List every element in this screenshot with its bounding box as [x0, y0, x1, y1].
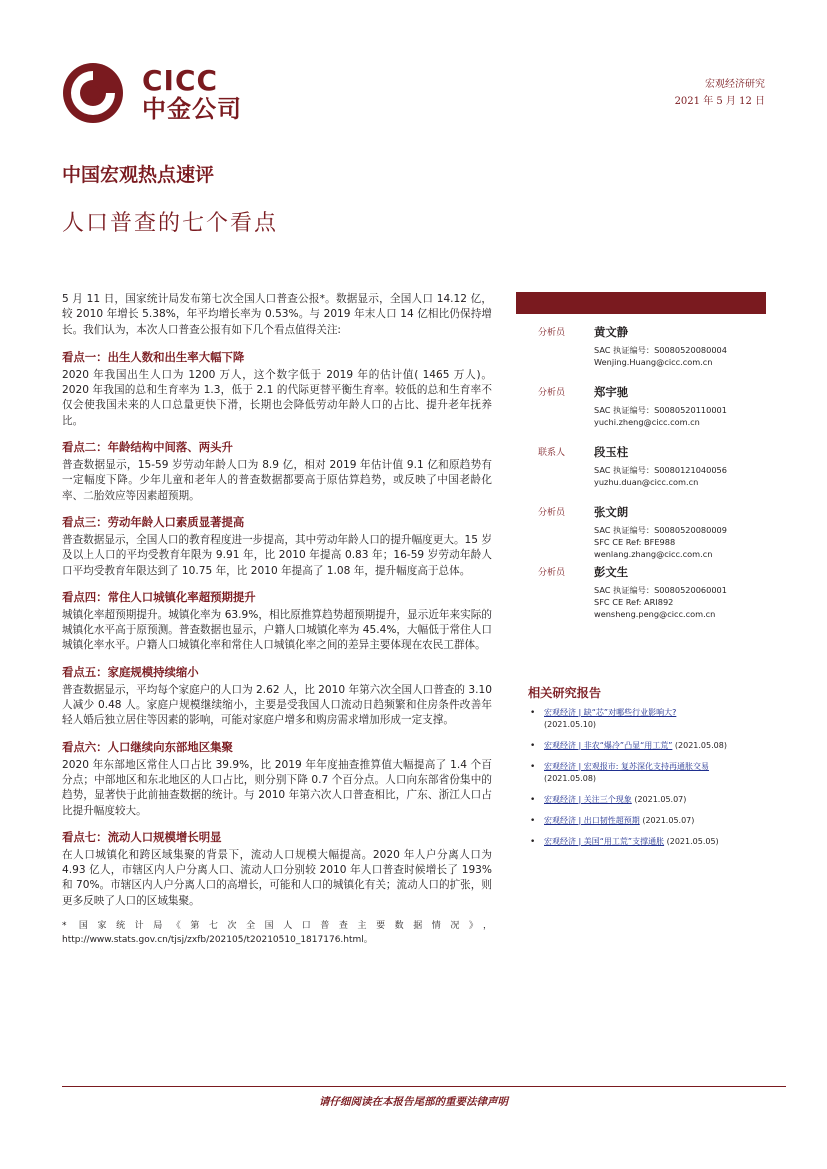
analyst-entry: [516, 494, 766, 559]
related-report-item: [528, 707, 768, 731]
page-title: 人口普查的七个看点: [62, 211, 279, 236]
bullet-icon: •: [530, 795, 536, 805]
analyst-sfc-ref: SFC CE Ref: BFE988: [594, 537, 676, 547]
related-report-date: (2021.05.10): [544, 720, 597, 729]
related-report-date: (2021.05.05): [666, 837, 719, 846]
section-7: [62, 829, 492, 909]
cicc-logo-mark: [62, 62, 124, 124]
analyst-name: 郑宇驰: [594, 385, 629, 399]
analyst-role: 分析员: [538, 328, 566, 338]
analyst-role: 分析员: [538, 568, 566, 578]
section-text: 在人口城镇化和跨区域集聚的背景下，流动人口规模大幅提高。2020 年人户分离人口为 4.93 亿人，市辖区内人户分离人口、流动人口分别较 2010 年人口普查时候增长了 193%和 70%。市辖区内人户分离人口的高增长，可能和人口的城镇化有关；流动人口的扩张，则更多反映了人口的区域集聚。: [62, 848, 492, 907]
analyst-sac-id: SAC 执证编号：S0080520060001: [594, 585, 727, 595]
report-date: 2021 年 5 月 12 日: [674, 96, 765, 107]
analyst-panel: [516, 292, 766, 619]
section-1: [62, 349, 492, 429]
analyst-sfc-ref: SFC CE Ref: ARI892: [594, 597, 674, 607]
related-report-link[interactable]: 宏观经济 | 关注三个现象: [544, 795, 632, 804]
analyst-sac-id: SAC 执证编号：S0080520080004: [594, 345, 727, 355]
bullet-icon: •: [530, 708, 536, 718]
related-report-item: [528, 740, 768, 752]
report-type: 宏观经济研究: [705, 79, 765, 90]
report-body: [62, 292, 492, 947]
footer-divider: [62, 1086, 786, 1087]
analyst-name: 黄文静: [594, 325, 629, 339]
section-5: [62, 664, 492, 729]
related-report-link[interactable]: 宏观经济 | 宏观报市: 复苏深化支持再通胀交易: [544, 762, 710, 771]
related-report-link[interactable]: 宏观经济 | 缺“芯”对哪些行业影响大?: [544, 708, 677, 717]
bullet-icon: •: [530, 816, 536, 826]
section-text: 普查数据显示，平均每个家庭户的人口为 2.62 人，比 2010 年第六次全国人口普查的 3.10 人减少 0.48 人。家庭户规模继续缩小，主要是受我国人口流动日趋频繁和住房条件改善年轻人婚后独立居住等因素的影响，可能对家庭户增多和购房需求增加形成一定支撑。: [62, 683, 492, 727]
analyst-sac-id: SAC 执证编号：S0080121040056: [594, 465, 727, 475]
related-report-item: [528, 815, 768, 827]
related-report-link[interactable]: 宏观经济 | 美国“用工荒”支撑通胀: [544, 837, 665, 846]
related-reports-list: [528, 707, 768, 848]
section-text: 普查数据显示，全国人口的教育程度进一步提高，其中劳动年龄人口的提升幅度更大。15 岁及以上人口的平均受教育年限为 9.91 年，比 2010 年提高 0.83 年；16-59 岁劳动年龄人口平均受教育年限达到了 10.75 年，比 2010 年提高了 1.08 年，提升幅度高于总体。: [62, 533, 493, 577]
logo-text-cn: 中金公司: [142, 95, 242, 123]
logo-text-en: CICC: [142, 64, 219, 97]
section-text: 普查数据显示，15-59 岁劳动年龄人口为 8.9 亿，相对 2019 年估计值 9.1 亿和原趋势有一定幅度下降。少年儿童和老年人的普查数据都要高于原估算趋势，或反映了中国老龄化率、二胎效应等因素超预期。: [62, 459, 492, 502]
report-meta: [675, 76, 765, 110]
analyst-entry: [516, 374, 766, 434]
bullet-icon: •: [530, 741, 536, 751]
related-report-link[interactable]: 宏观经济 | 出口韧性超预期: [544, 816, 640, 825]
related-report-date: (2021.05.07): [642, 816, 695, 825]
section-2: [62, 439, 492, 504]
related-report-link[interactable]: 宏观经济 | 非农“爆冷”凸显“用工荒”: [544, 741, 673, 750]
section-text: 2020 年东部地区常住人口占比 39.9%，比 2019 年年度抽查推算值大幅提高了 1.4 个百分点；中部地区和东北地区的人口占比，则分别下降 0.7 个百分点。人口向东部省份集中的趋势，显著快于此前抽查数据的统计。与 2010 年第六次人口普查相比，广东、浙江人口占比提升幅度较大。: [62, 758, 492, 817]
bullet-icon: •: [530, 762, 536, 772]
section-heading: 看点一：出生人数和出生率大幅下降: [62, 349, 245, 364]
section-6: [62, 739, 492, 819]
section-heading: 看点五：家庭规模持续缩小: [62, 664, 199, 679]
analyst-sac-id: SAC 执证编号：S0080520110001: [594, 405, 727, 415]
footnote: * 国家统计局《第七次全国人口普查主要数据情况》，http://www.stats.gov.cn/tjsj/zxfb/202105/t20210510_1817176.html。: [62, 921, 492, 946]
section-heading: 看点二：年龄结构中间落、两头升: [62, 440, 233, 455]
section-4: [62, 589, 492, 654]
series-title: 中国宏观热点速评: [62, 164, 215, 186]
section-text: 城镇化率超预期提升。城镇化率为 63.9%，相比原推算趋势超预期提升，显示近年来实际的城镇化水平高于原预测。普查数据也显示，户籍人口城镇化率为 45.4%，大幅低于常住人口城镇化率水平。户籍人口城镇化率和常住人口城镇化率之间的差异主要体现在农民工群体。: [62, 608, 492, 652]
related-report-item: [528, 761, 768, 785]
section-text: 2020 年我国出生人口为 1200 万人，这个数字低于 2019 年的估计值( 1465 万人)。2020 年我国的总和生育率为 1.3，低于 2.1 的代际更替平衡生育率。较低的总和生育率不仅会使我国未来的人口总量更快下滑，长期也会降低劳动年龄人口的占比、提升老年抚养比。: [62, 368, 492, 427]
analyst-name: 段玉柱: [594, 445, 629, 459]
analyst-name: 张文朗: [594, 505, 629, 519]
intro-paragraph: 5 月 11 日，国家统计局发布第七次全国人口普查公报*。数据显示，全国人口 14.12 亿，较 2010 年增长 5.38%，年平均增长率为 0.53%。与 2019 年末人口 14 亿相比仍保持增长。我们认为，本次人口普查公报有如下几个看点值得关注:: [62, 293, 492, 336]
analyst-role: 联系人: [538, 448, 566, 458]
section-heading: 看点四：常住人口城镇化率超预期提升: [62, 589, 256, 604]
related-report-item: [528, 794, 768, 806]
section-heading: 看点七：流动人口规模增长明显: [62, 829, 222, 844]
analyst-email[interactable]: yuchi.zheng@cicc.com.cn: [594, 417, 700, 427]
analyst-entry: [516, 434, 766, 494]
analyst-email[interactable]: yuzhu.duan@cicc.com.cn: [594, 477, 699, 487]
analyst-panel-bar: [516, 292, 766, 314]
related-report-date: (2021.05.08): [674, 741, 727, 750]
related-report-date: (2021.05.08): [544, 774, 597, 783]
analyst-entry: [516, 314, 766, 374]
analyst-email[interactable]: wensheng.peng@cicc.com.cn: [594, 609, 716, 619]
analyst-name: 彭文生: [594, 565, 629, 579]
related-reports-title: 相关研究报告: [528, 686, 602, 700]
analyst-role: 分析员: [538, 388, 566, 398]
analyst-email[interactable]: Wenjing.Huang@cicc.com.cn: [594, 357, 713, 367]
related-report-item: [528, 836, 768, 848]
cicc-logo: [62, 62, 252, 124]
analyst-entry: [516, 554, 766, 619]
section-heading: 看点三：劳动年龄人口素质显著提高: [62, 514, 245, 529]
bullet-icon: •: [530, 837, 536, 847]
related-report-date: (2021.05.07): [634, 795, 687, 804]
related-reports: [528, 684, 768, 857]
analyst-role: 分析员: [538, 508, 566, 518]
analyst-sac-id: SAC 执证编号：S0080520080009: [594, 525, 727, 535]
analyst-email[interactable]: wenlang.zhang@cicc.com.cn: [594, 549, 713, 559]
section-heading: 看点六：人口继续向东部地区集聚: [62, 739, 233, 754]
section-3: [62, 514, 492, 579]
legal-disclaimer-note: 请仔细阅读在本报告尾部的重要法律声明: [319, 1096, 508, 1108]
